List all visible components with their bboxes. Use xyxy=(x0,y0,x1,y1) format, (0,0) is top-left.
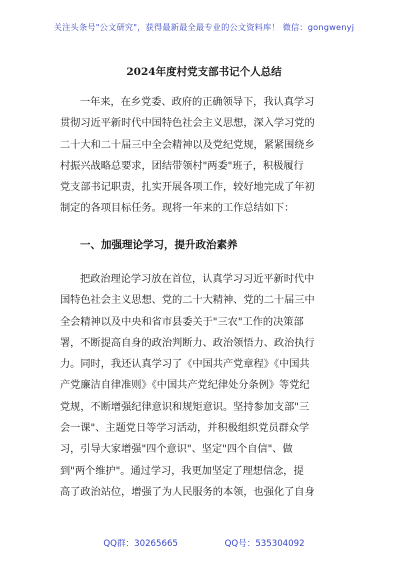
section-line: 力。同时，我还认真学习了《中国共产党章程》《中国共 xyxy=(60,359,310,371)
footer-qq-group: QQ群：30265665 xyxy=(103,539,178,549)
footer-qq-number: QQ号：535304092 xyxy=(224,539,305,549)
section-paragraph xyxy=(60,269,350,503)
section-line: 把政治理论学习放在首位，认真学习习近平新时代中 xyxy=(80,274,315,285)
section-line: 会一课"、主题党日等学习活动，并积极组织党员群众学 xyxy=(60,423,310,435)
page-footer xyxy=(0,537,408,549)
section-line: 高了政治站位，增强了为人民服务的本领，也强化了自身 xyxy=(60,486,315,498)
document-title: 2024年度村党支部书记个人总结 xyxy=(126,66,282,78)
section-line: 习，引导大家增强"四个意识"、坚定"四个自信"、做 xyxy=(60,444,293,456)
intro-line: 党支部书记职责，扎实开展各项工作，较好地完成了年初 xyxy=(60,182,315,194)
section-line: 党规，不断增强纪律意识和规矩意识。坚持参加支部"三 xyxy=(60,401,310,413)
section-line: 全会精神以及中央和省市县委关于"三农"工作的决策部 xyxy=(60,316,304,328)
section-line: 产党廉洁自律准则》《中国共产党纪律处分条例》等党纪 xyxy=(60,380,310,392)
header-promo-note: 关注头条号"公文研究"，获得最新最全最专业的公文资料库！ 微信：gongwenyj xyxy=(53,22,355,32)
intro-line: 制定的各项目标任务。现将一年来的工作总结如下： xyxy=(60,203,295,215)
intro-line: 一年来，在乡党委、政府的正确领导下，我认真学习 xyxy=(80,97,315,108)
intro-line: 村振兴战略总要求，团结带领村"两委"班子，积极履行 xyxy=(60,160,304,172)
section-heading: 一、加强理论学习，提升政治素养 xyxy=(80,239,238,251)
intro-line: 贯彻习近平新时代中国特色社会主义思想，深入学习党的 xyxy=(60,118,315,130)
section-line: 署，不断提高自身的政治判断力、政治领悟力、政治执行 xyxy=(60,337,315,349)
intro-paragraph xyxy=(60,92,350,220)
intro-line: 二十大和二十届三中全会精神以及党纪党规，紧紧围绕乡 xyxy=(60,139,315,151)
section-line: 到"两个维护"。通过学习，我更加坚定了理想信念，提 xyxy=(60,465,304,477)
section-line: 国特色社会主义思想、党的二十大精神、党的二十届三中 xyxy=(60,295,315,307)
